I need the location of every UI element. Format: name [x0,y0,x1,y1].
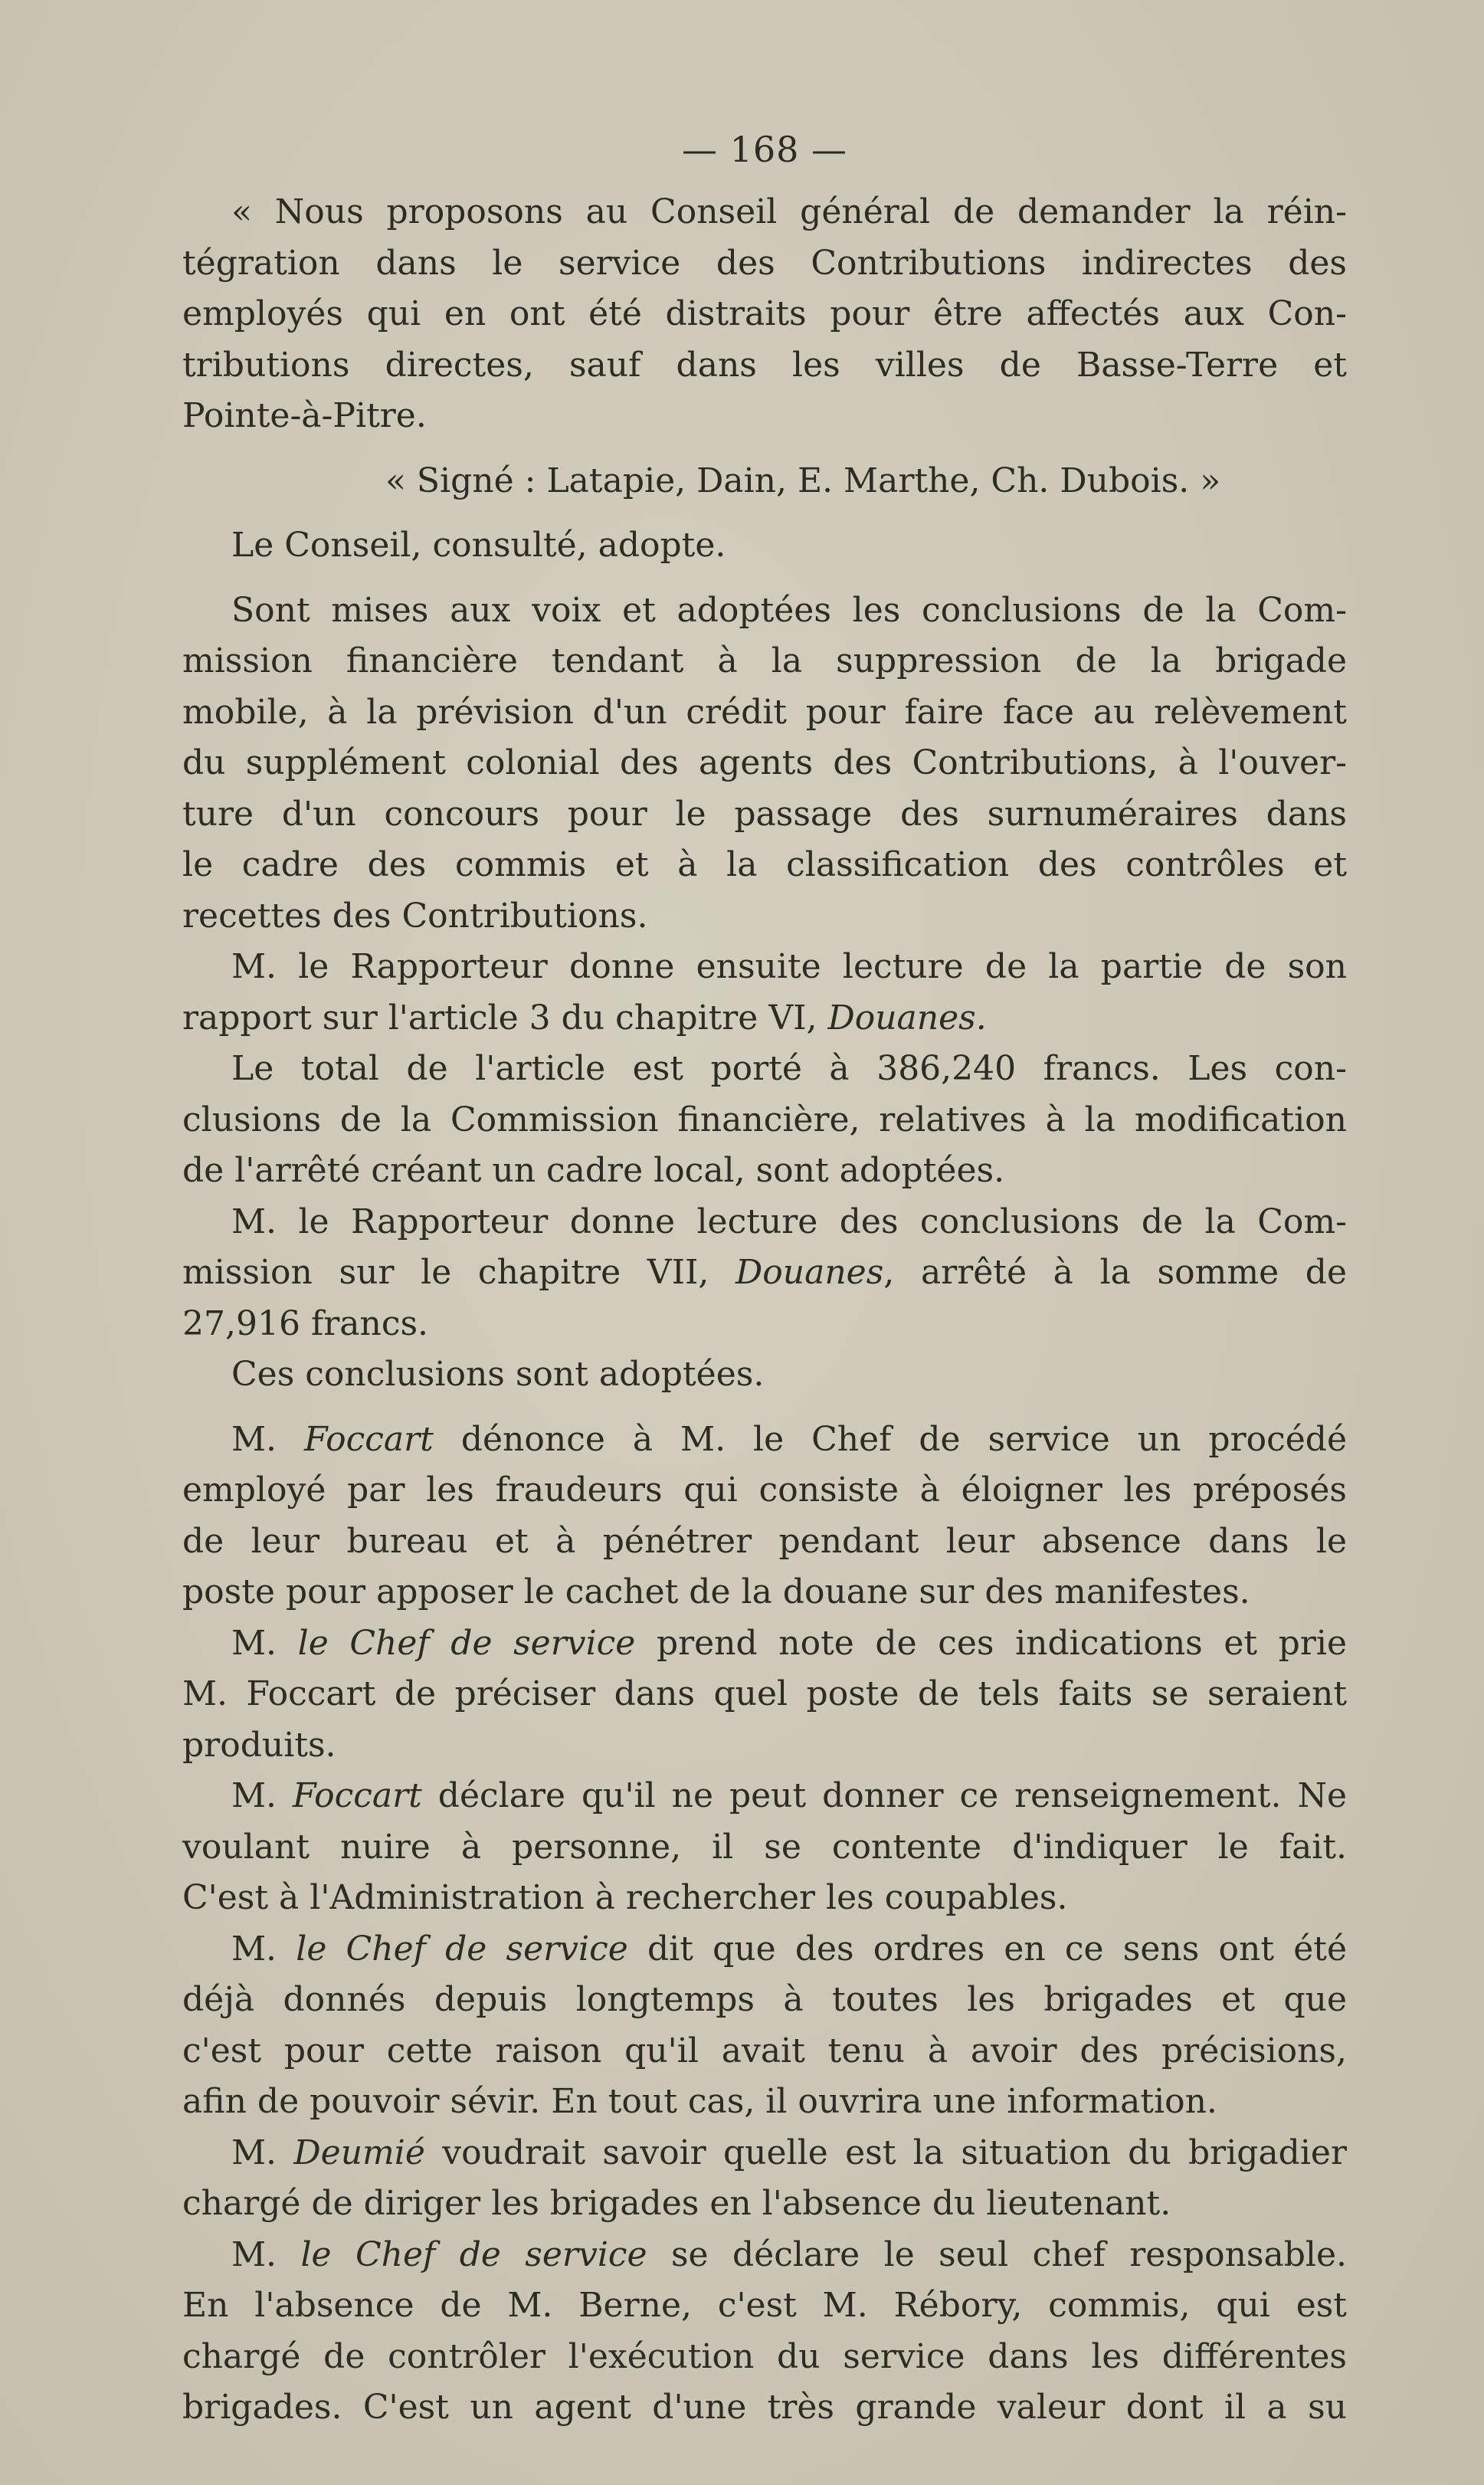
text-line: poste pour apposer le cachet de la douane sur des manifestes. [182,1572,1250,1611]
italic-segment: Douanes [735,1253,884,1292]
italic-segment: Deumié [293,2133,425,2172]
text-segment: M. [231,1929,296,1969]
text-line: du supplément colonial des agents des Contributions, à l'ouver- [182,743,1347,782]
text-line: tégration dans le service des Contributions indirectes des [182,243,1347,283]
text-segment: M. [231,1776,293,1815]
text-segment: voudrait savoir quelle est la situation du brigadier [424,2133,1347,2172]
italic-segment: le Chef de service [297,1623,636,1663]
italic-segment: Douanes. [827,998,987,1038]
italic-segment: le Chef de service [296,1929,628,1969]
text-segment: , arrêté à la somme de [883,1253,1347,1292]
text-line: Le Conseil, consulté, adopte. [231,526,726,565]
text-line: voulant nuire à personne, il se contente d'indiquer le fait. [182,1827,1347,1867]
paragraph-gap [182,507,1347,520]
text-line: M. le Rapporteur donne ensuite lecture de la partie de son [231,947,1347,986]
text-segment: déclare qu'il ne peut donner ce renseignement. Ne [421,1776,1347,1815]
text-line: employés qui en ont été distraits pour être affectés aux Con- [182,294,1347,333]
text-line: Le total de l'article est porté à 386,240 francs. Les con- [231,1049,1347,1088]
page-text [182,123,1347,2434]
text-line [182,1771,1347,1822]
text-line: En l'absence de M. Berne, c'est M. Rébory, commis, qui est [182,2286,1347,2325]
text-segment: M. [231,2234,301,2274]
text-line [182,1924,1347,1975]
paragraph-gap [182,442,1347,456]
text-segment: M. [231,1623,298,1663]
text-segment: mission sur le chapitre VII, [182,1253,735,1292]
text-line: 27,916 francs. [182,1303,429,1343]
text-segment: se déclare le seul chef responsable. [647,2234,1348,2274]
italic-segment: Foccart [292,1776,422,1815]
text-line: M. Foccart de préciser dans quel poste de tels faits se seraient [182,1674,1347,1713]
paragraph-gap [182,572,1347,585]
signature-line: « Signé : Latapie, Dain, E. Marthe, Ch. Dubois. » [385,461,1221,500]
text-segment: prend note de ces indications et prie [635,1623,1347,1663]
text-line [182,2230,1347,2281]
text-segment: M. [231,1419,304,1459]
text-line: déjà donnés depuis longtemps à toutes les brigades et que [182,1980,1347,2019]
text-line [182,993,1347,1044]
text-line: mission financière tendant à la suppression de la brigade [182,641,1347,680]
text-line: brigades. C'est un agent d'une très grande valeur dont il a su [182,2388,1347,2427]
text-line: afin de pouvoir sévir. En tout cas, il ouvrira une information. [182,2082,1217,2121]
text-line: ture d'un concours pour le passage des surnuméraires dans [182,794,1347,834]
text-line: chargé de contrôler l'exécution du service dans les différentes [182,2336,1347,2376]
page-number: — 168 — [681,129,848,170]
text-segment: dit que des ordres en ce sens ont été [627,1929,1348,1969]
text-line [182,2128,1347,2179]
text-line: produits. [182,1725,336,1765]
italic-segment: Foccart [304,1419,434,1459]
text-line: c'est pour cette raison qu'il avait tenu à avoir des précisions, [182,2031,1347,2070]
text-line: chargé de diriger les brigades en l'absence du lieutenant. [182,2184,1171,2223]
paragraph-gap [182,1401,1347,1415]
text-line: le cadre des commis et à la classification des contrôles et [182,845,1347,884]
text-segment: M. [231,2133,294,2172]
text-line [182,1618,1347,1670]
text-line: « Nous proposons au Conseil général de demander la réin- [231,192,1347,231]
text-line [182,1247,1347,1299]
text-line: recettes des Contributions. [182,896,648,936]
text-line: Ces conclusions sont adoptées. [231,1355,765,1394]
text-line: employé par les fraudeurs qui consiste à éloigner les préposés [182,1470,1347,1510]
italic-segment: le Chef de service [300,2234,647,2274]
text-line: tributions directes, sauf dans les villes de Basse-Terre et [182,345,1347,385]
text-line: de leur bureau et à pénétrer pendant leur absence dans le [182,1521,1347,1561]
text-line: clusions de la Commission financière, relatives à la modification [182,1100,1347,1139]
text-line: mobile, à la prévision d'un crédit pour faire face au relèvement [182,692,1347,732]
text-line: M. le Rapporteur donne lecture des conclusions de la Com- [231,1202,1347,1241]
text-segment: rapport sur l'article 3 du chapitre VI, [182,998,828,1038]
text-segment: dénonce à M. le Chef de service un procédé [433,1419,1347,1459]
text-line [182,1415,1347,1466]
text-line: Pointe-à-Pitre. [182,396,427,435]
text-line: de l'arrêté créant un cadre local, sont adoptées. [182,1151,1005,1190]
text-line: C'est à l'Administration à rechercher les coupables. [182,1878,1068,1917]
text-line: Sont mises aux voix et adoptées les conclusions de la Com- [231,590,1347,630]
